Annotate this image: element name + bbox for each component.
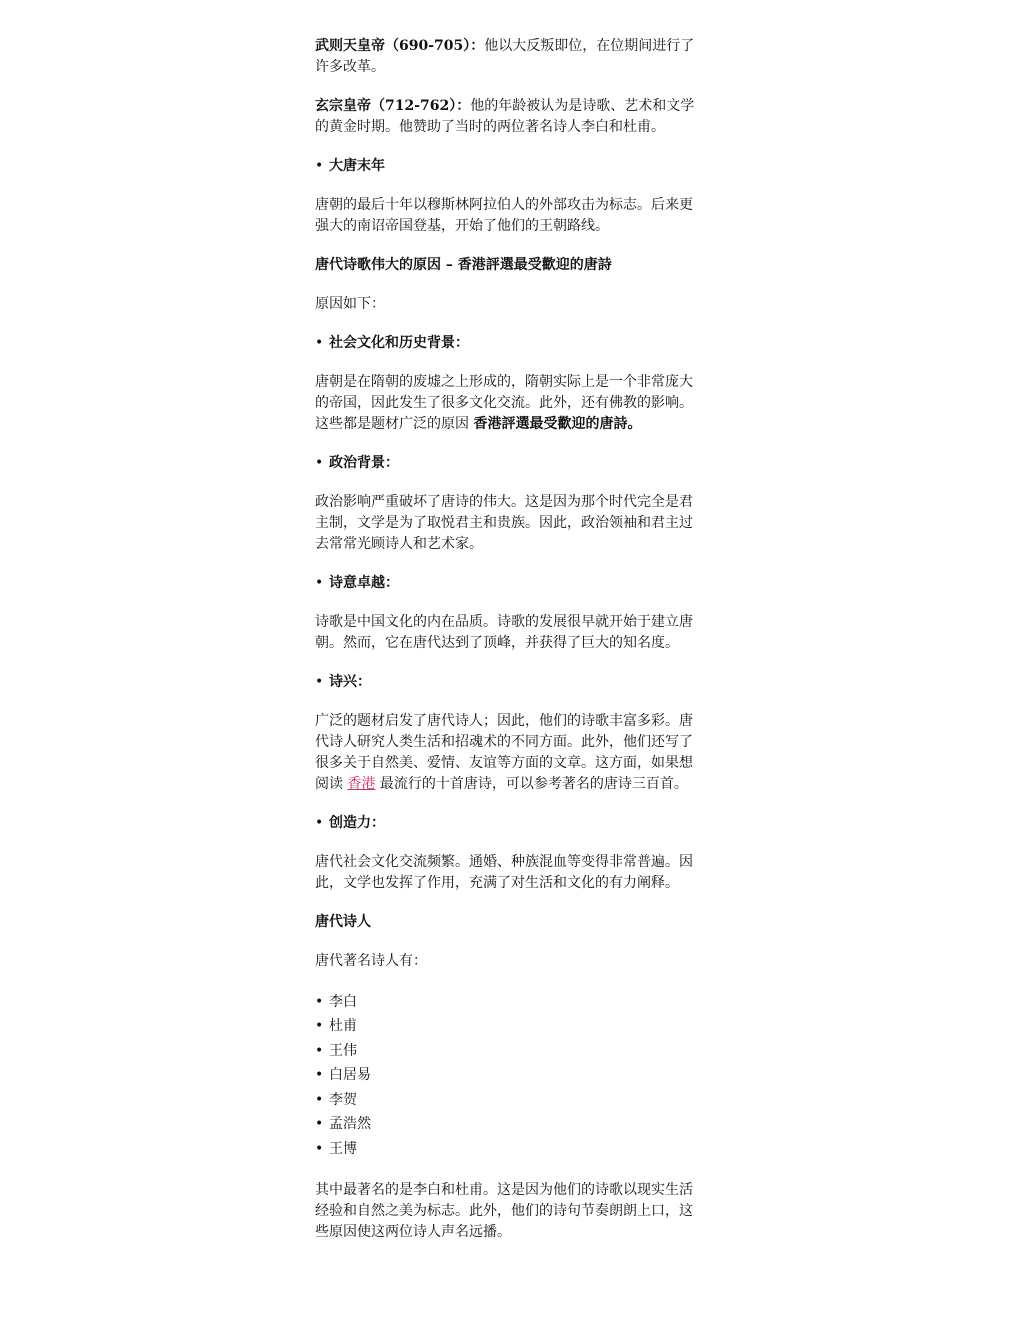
- emperor-wu-label: 武则天皇帝（690-705）：: [315, 38, 485, 54]
- bullet-icon: •: [315, 1091, 324, 1108]
- social-paragraph: [315, 372, 705, 435]
- creativity-heading: [315, 813, 705, 834]
- emperor-wu-paragraph: [315, 36, 705, 78]
- list-item: [315, 990, 705, 1015]
- emperor-xuanzong-paragraph: [315, 96, 705, 138]
- bullet-icon: •: [315, 158, 324, 174]
- bullet-icon: •: [315, 1042, 324, 1059]
- poets-heading-text: 唐代诗人: [315, 914, 371, 930]
- list-item: [315, 1064, 705, 1089]
- emperor-wu-text: 他以大反叛即位，在位期间进行了许多改革。: [315, 38, 695, 75]
- poetic-heading-text: 诗意卓越：: [329, 575, 399, 591]
- social-text: 唐朝是在隋朝的废墟之上形成的，隋朝实际上是一个非常庞大的帝国，因此发生了很多文化交流。此外，还有佛教的影响。这些都是题材广泛的原因: [315, 374, 693, 432]
- late-tang-heading: [315, 156, 705, 177]
- poetic-paragraph: 诗歌是中国文化的内在品质。诗歌的发展很早就开始于建立唐朝。然而，它在唐代达到了顶峰，并获得了巨大的知名度。: [315, 614, 693, 651]
- reasons-intro: 原因如下：: [315, 296, 385, 312]
- poets-heading: [315, 912, 705, 933]
- late-tang-heading-text: 大唐末年: [329, 158, 385, 174]
- political-heading-text: 政治背景：: [329, 455, 399, 471]
- reasons-heading-text: 唐代诗歌伟大的原因 – 香港評選最受歡迎的唐詩: [315, 257, 612, 273]
- emperor-xuanzong-text: 他的年龄被认为是诗歌、艺术和文学的黄金时期。他赞助了当时的两位著名诗人李白和杜甫。: [315, 98, 695, 135]
- inspiration-text-after: 最流行的十首唐诗，可以参考著名的唐诗三百首。: [375, 776, 688, 792]
- inspiration-text-before: 广泛的题材启发了唐代诗人；因此，他们的诗歌丰富多彩。唐代诗人研究人类生活和招魂术的不同方面。此外，他们还写了很多关于自然美、爱情、友谊等方面的文章。这方面，如果想阅读: [315, 713, 693, 792]
- bullet-icon: •: [315, 335, 324, 351]
- bullet-icon: •: [315, 575, 324, 591]
- article-body: [315, 36, 705, 1261]
- poet-name: 李白: [329, 993, 357, 1010]
- bullet-icon: •: [315, 1018, 324, 1035]
- emperor-xuanzong-label: 玄宗皇帝（712-762）：: [315, 98, 471, 114]
- late-tang-paragraph: 唐朝的最后十年以穆斯林阿拉伯人的外部攻击为标志。后来更强大的南诏帝国登基，开始了他们的王朝路线。: [315, 197, 693, 234]
- poet-name: 王博: [329, 1140, 357, 1157]
- inspiration-paragraph: [315, 711, 705, 795]
- inspiration-heading-text: 诗兴：: [329, 674, 371, 690]
- bullet-icon: •: [315, 1067, 324, 1084]
- list-item: [315, 1137, 705, 1162]
- poet-name: 杜甫: [329, 1018, 357, 1035]
- poet-name: 王伟: [329, 1042, 357, 1059]
- poets-conclusion: 其中最著名的是李白和杜甫。这是因为他们的诗歌以现实生活经验和自然之美为标志。此外，他们的诗句节奏朗朗上口，这些原因使这两位诗人声名远播。: [315, 1181, 693, 1240]
- creativity-heading-text: 创造力：: [329, 815, 385, 831]
- bullet-icon: •: [315, 1116, 324, 1133]
- social-bold-tail: 香港評選最受歡迎的唐詩。: [473, 416, 642, 432]
- bullet-icon: •: [315, 1140, 324, 1157]
- political-paragraph: 政治影响严重破坏了唐诗的伟大。这是因为那个时代完全是君主制，文学是为了取悦君主和贵族。因此，政治领袖和君主过去常常光顾诗人和艺术家。: [315, 494, 693, 552]
- list-item: [315, 1015, 705, 1040]
- bullet-icon: •: [315, 815, 324, 831]
- hong-kong-link[interactable]: 香港: [347, 776, 376, 792]
- list-item: [315, 1039, 705, 1064]
- social-heading-text: 社会文化和历史背景：: [329, 335, 469, 351]
- poet-name: 白居易: [329, 1067, 371, 1084]
- poets-intro: 唐代著名诗人有：: [315, 953, 427, 969]
- reasons-heading: [315, 255, 705, 276]
- poets-list: [315, 990, 705, 1162]
- poetic-heading: [315, 573, 705, 594]
- list-item: [315, 1113, 705, 1138]
- bullet-icon: •: [315, 674, 324, 690]
- creativity-paragraph: 唐代社会文化交流频繁。通婚、种族混血等变得非常普遍。因此，文学也发挥了作用，充满了对生活和文化的有力阐释。: [315, 854, 693, 891]
- bullet-icon: •: [315, 993, 324, 1010]
- social-heading: [315, 333, 705, 354]
- inspiration-heading: [315, 672, 705, 693]
- bullet-icon: •: [315, 455, 324, 471]
- political-heading: [315, 453, 705, 474]
- poet-name: 孟浩然: [329, 1116, 371, 1133]
- poet-name: 李贺: [329, 1091, 357, 1108]
- list-item: [315, 1088, 705, 1113]
